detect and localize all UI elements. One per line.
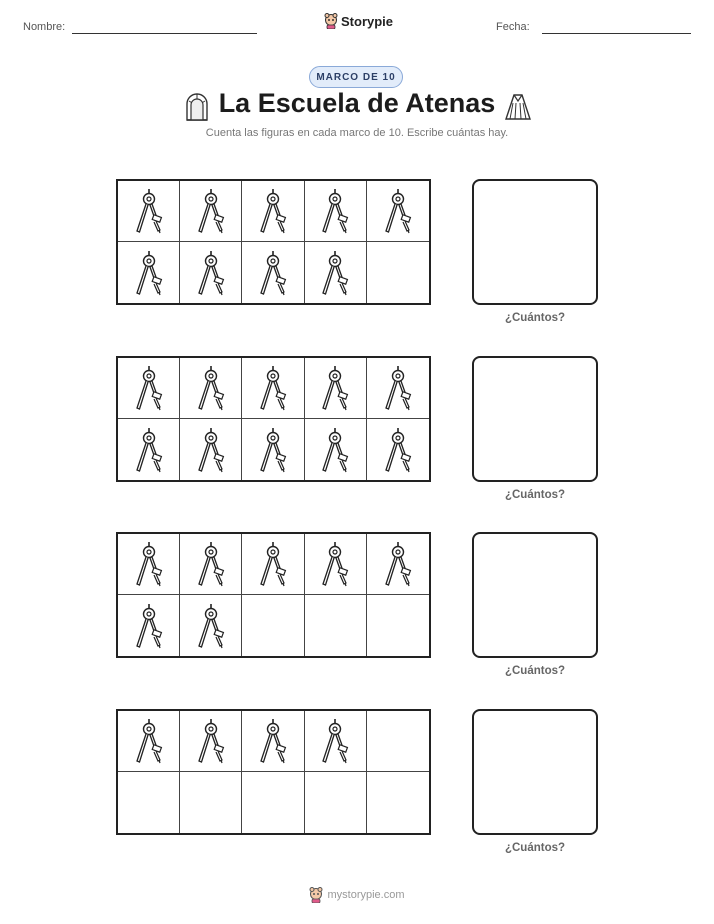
drawing-compass-icon (318, 188, 352, 234)
ten-frame-cell (118, 772, 180, 833)
ten-frame-cell (118, 358, 180, 419)
answer-label: ¿Cuántos? (504, 489, 566, 501)
ten-frame-cell (242, 181, 304, 242)
ten-frame-cell (242, 711, 304, 772)
ten-frame-cell (118, 595, 180, 656)
drawing-compass-icon (256, 718, 290, 764)
ten-frame-cell (367, 358, 429, 419)
ten-frame-cell (118, 534, 180, 595)
drawing-compass-icon (132, 718, 166, 764)
drawing-compass-icon (256, 541, 290, 587)
ten-frame-cell (242, 419, 304, 480)
ten-frame-cell (180, 419, 242, 480)
ten-frame-cell (367, 534, 429, 595)
footer-url: mystorypie.com (327, 889, 405, 901)
worksheet-type-badge: MARCO DE 10 (309, 66, 403, 88)
ten-frame-cell (118, 181, 180, 242)
instructions: Cuenta las figuras en cada marco de 10. Escribe cuántas hay. (205, 127, 509, 139)
ten-frame (116, 532, 431, 658)
ten-frame (116, 356, 431, 482)
ten-frame-cell (242, 534, 304, 595)
drawing-compass-icon (256, 188, 290, 234)
drawing-compass-icon (132, 427, 166, 473)
answer-label: ¿Cuántos? (504, 312, 566, 324)
storypie-mascot-icon (324, 13, 338, 29)
answer-label: ¿Cuántos? (504, 665, 566, 677)
answer-box[interactable] (472, 179, 598, 305)
drawing-compass-icon (194, 718, 228, 764)
answer-box[interactable] (472, 356, 598, 482)
ten-frame-cell (180, 595, 242, 656)
drawing-compass-icon (194, 541, 228, 587)
drawing-compass-icon (132, 365, 166, 411)
ten-frame-cell (180, 534, 242, 595)
drawing-compass-icon (318, 250, 352, 296)
drawing-compass-icon (381, 427, 415, 473)
date-line[interactable] (542, 33, 691, 34)
answer-box[interactable] (472, 532, 598, 658)
robe-icon (504, 93, 532, 121)
drawing-compass-icon (256, 250, 290, 296)
date-label: Fecha: (496, 21, 530, 33)
ten-frame-cell (305, 772, 367, 833)
ten-frame-cell (242, 595, 304, 656)
ten-frame-cell (180, 358, 242, 419)
ten-frame-cell (242, 242, 304, 303)
ten-frame-cell (180, 711, 242, 772)
drawing-compass-icon (256, 427, 290, 473)
ten-frame-cell (367, 595, 429, 656)
drawing-compass-icon (318, 427, 352, 473)
drawing-compass-icon (318, 541, 352, 587)
drawing-compass-icon (132, 541, 166, 587)
page-title: La Escuela de Atenas (218, 88, 496, 118)
storypie-mascot-icon (309, 887, 323, 903)
ten-frame-cell (367, 711, 429, 772)
ten-frame-cell (242, 358, 304, 419)
ten-frame (116, 179, 431, 305)
ten-frame-cell (367, 181, 429, 242)
ten-frame-cell (367, 419, 429, 480)
drawing-compass-icon (256, 365, 290, 411)
drawing-compass-icon (132, 603, 166, 649)
ten-frame-cell (180, 242, 242, 303)
ten-frame-cell (305, 595, 367, 656)
drawing-compass-icon (194, 188, 228, 234)
ten-frame-cell (180, 772, 242, 833)
ten-frame-cell (305, 181, 367, 242)
drawing-compass-icon (194, 250, 228, 296)
answer-box[interactable] (472, 709, 598, 835)
ten-frame-cell (305, 534, 367, 595)
brand-name: Storypie (341, 13, 394, 29)
drawing-compass-icon (194, 365, 228, 411)
brand-logo (324, 13, 393, 29)
ten-frame-cell (118, 711, 180, 772)
ten-frame-cell (180, 181, 242, 242)
ten-frame-cell (305, 358, 367, 419)
ten-frame-cell (118, 419, 180, 480)
footer (0, 887, 714, 903)
ten-frame (116, 709, 431, 835)
ten-frame-cell (305, 711, 367, 772)
ten-frame-cell (305, 419, 367, 480)
drawing-compass-icon (381, 541, 415, 587)
ten-frame-cell (367, 772, 429, 833)
drawing-compass-icon (132, 250, 166, 296)
ten-frame-cell (118, 242, 180, 303)
drawing-compass-icon (318, 718, 352, 764)
name-line[interactable] (72, 33, 257, 34)
drawing-compass-icon (381, 188, 415, 234)
name-label: Nombre: (23, 21, 66, 33)
answer-label: ¿Cuántos? (504, 842, 566, 854)
drawing-compass-icon (318, 365, 352, 411)
drawing-compass-icon (194, 427, 228, 473)
ten-frame-cell (305, 242, 367, 303)
drawing-compass-icon (194, 603, 228, 649)
ten-frame-cell (242, 772, 304, 833)
ten-frame-cell (367, 242, 429, 303)
drawing-compass-icon (132, 188, 166, 234)
drawing-compass-icon (381, 365, 415, 411)
